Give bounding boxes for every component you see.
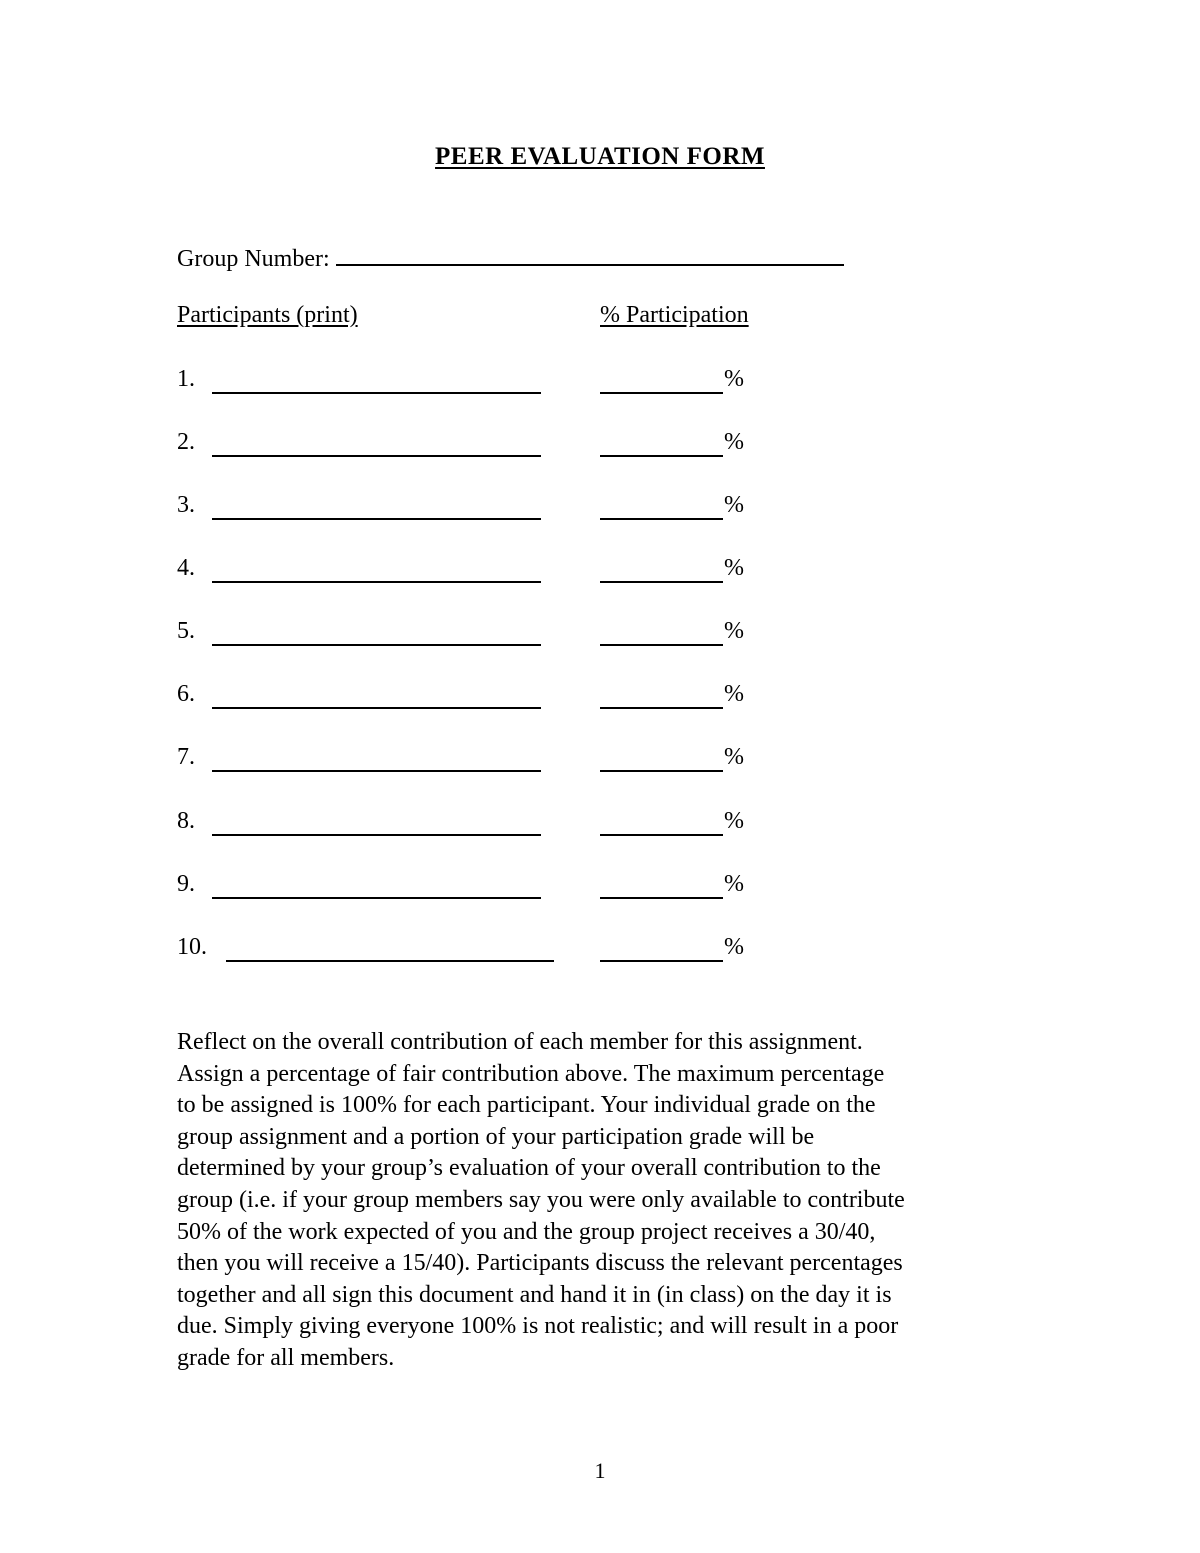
- percent-sign: %: [724, 492, 744, 518]
- group-number-row: [177, 238, 844, 273]
- participant-name-field[interactable]: [212, 455, 541, 457]
- participation-percent-field[interactable]: [600, 455, 723, 457]
- participant-name-field[interactable]: [226, 960, 554, 962]
- page-number: 1: [594, 1458, 606, 1483]
- participant-number: 1.: [177, 366, 195, 392]
- participant-number: 7.: [177, 744, 195, 770]
- participant-number: 8.: [177, 808, 195, 834]
- participation-percent-field[interactable]: [600, 897, 723, 899]
- participant-number: 10.: [177, 934, 207, 960]
- participation-percent-field[interactable]: [600, 644, 723, 646]
- percent-sign: %: [724, 555, 744, 581]
- participant-name-field[interactable]: [212, 707, 541, 709]
- participant-name-field[interactable]: [212, 770, 541, 772]
- participation-percent-field[interactable]: [600, 960, 723, 962]
- participant-name-field[interactable]: [212, 392, 541, 394]
- participation-percent-field[interactable]: [600, 581, 723, 583]
- participant-name-field[interactable]: [212, 581, 541, 583]
- participant-number: 5.: [177, 618, 195, 644]
- percent-sign: %: [724, 618, 744, 644]
- participant-number: 2.: [177, 429, 195, 455]
- participation-percent-field[interactable]: [600, 518, 723, 520]
- group-number-label: Group Number:: [177, 246, 330, 272]
- participant-name-field[interactable]: [212, 518, 541, 520]
- participant-number: 4.: [177, 555, 195, 581]
- participation-percent-field[interactable]: [600, 392, 723, 394]
- percent-sign: %: [724, 681, 744, 707]
- participant-name-field[interactable]: [212, 644, 541, 646]
- percent-sign: %: [724, 934, 744, 960]
- participation-percent-field[interactable]: [600, 834, 723, 836]
- participant-name-field[interactable]: [212, 897, 541, 899]
- participation-header: % Participation: [600, 302, 749, 328]
- participant-number: 6.: [177, 681, 195, 707]
- participant-name-field[interactable]: [212, 834, 541, 836]
- participation-percent-field[interactable]: [600, 707, 723, 709]
- form-title: PEER EVALUATION FORM: [435, 143, 765, 170]
- participation-percent-field[interactable]: [600, 770, 723, 772]
- percent-sign: %: [724, 808, 744, 834]
- instructions-paragraph: Reflect on the overall contribution of each member for this assignment. Assign a percentage of fair contribution above. The maximum percentage to be assigned is 100% for each participant. Your individual grade on the group assignment and a portion of your participation grade will be determined by your group’s evaluation of your overall contribution to the group (i.e. if your group members say you were only available to contribute 50% of the work expected of you and the group project receives a 30/40, then you will receive a 15/40). Participants discuss the relevant percentages together and all sign this document and hand it in (in class) on the day it is due. Simply giving everyone 100% is not realistic; and will result in a poor grade for all members.: [177, 1029, 905, 1371]
- percent-sign: %: [724, 429, 744, 455]
- participant-number: 3.: [177, 492, 195, 518]
- percent-sign: %: [724, 871, 744, 897]
- percent-sign: %: [724, 744, 744, 770]
- group-number-field[interactable]: [336, 238, 844, 266]
- participant-number: 9.: [177, 871, 195, 897]
- percent-sign: %: [724, 366, 744, 392]
- participants-header: Participants (print): [177, 302, 358, 328]
